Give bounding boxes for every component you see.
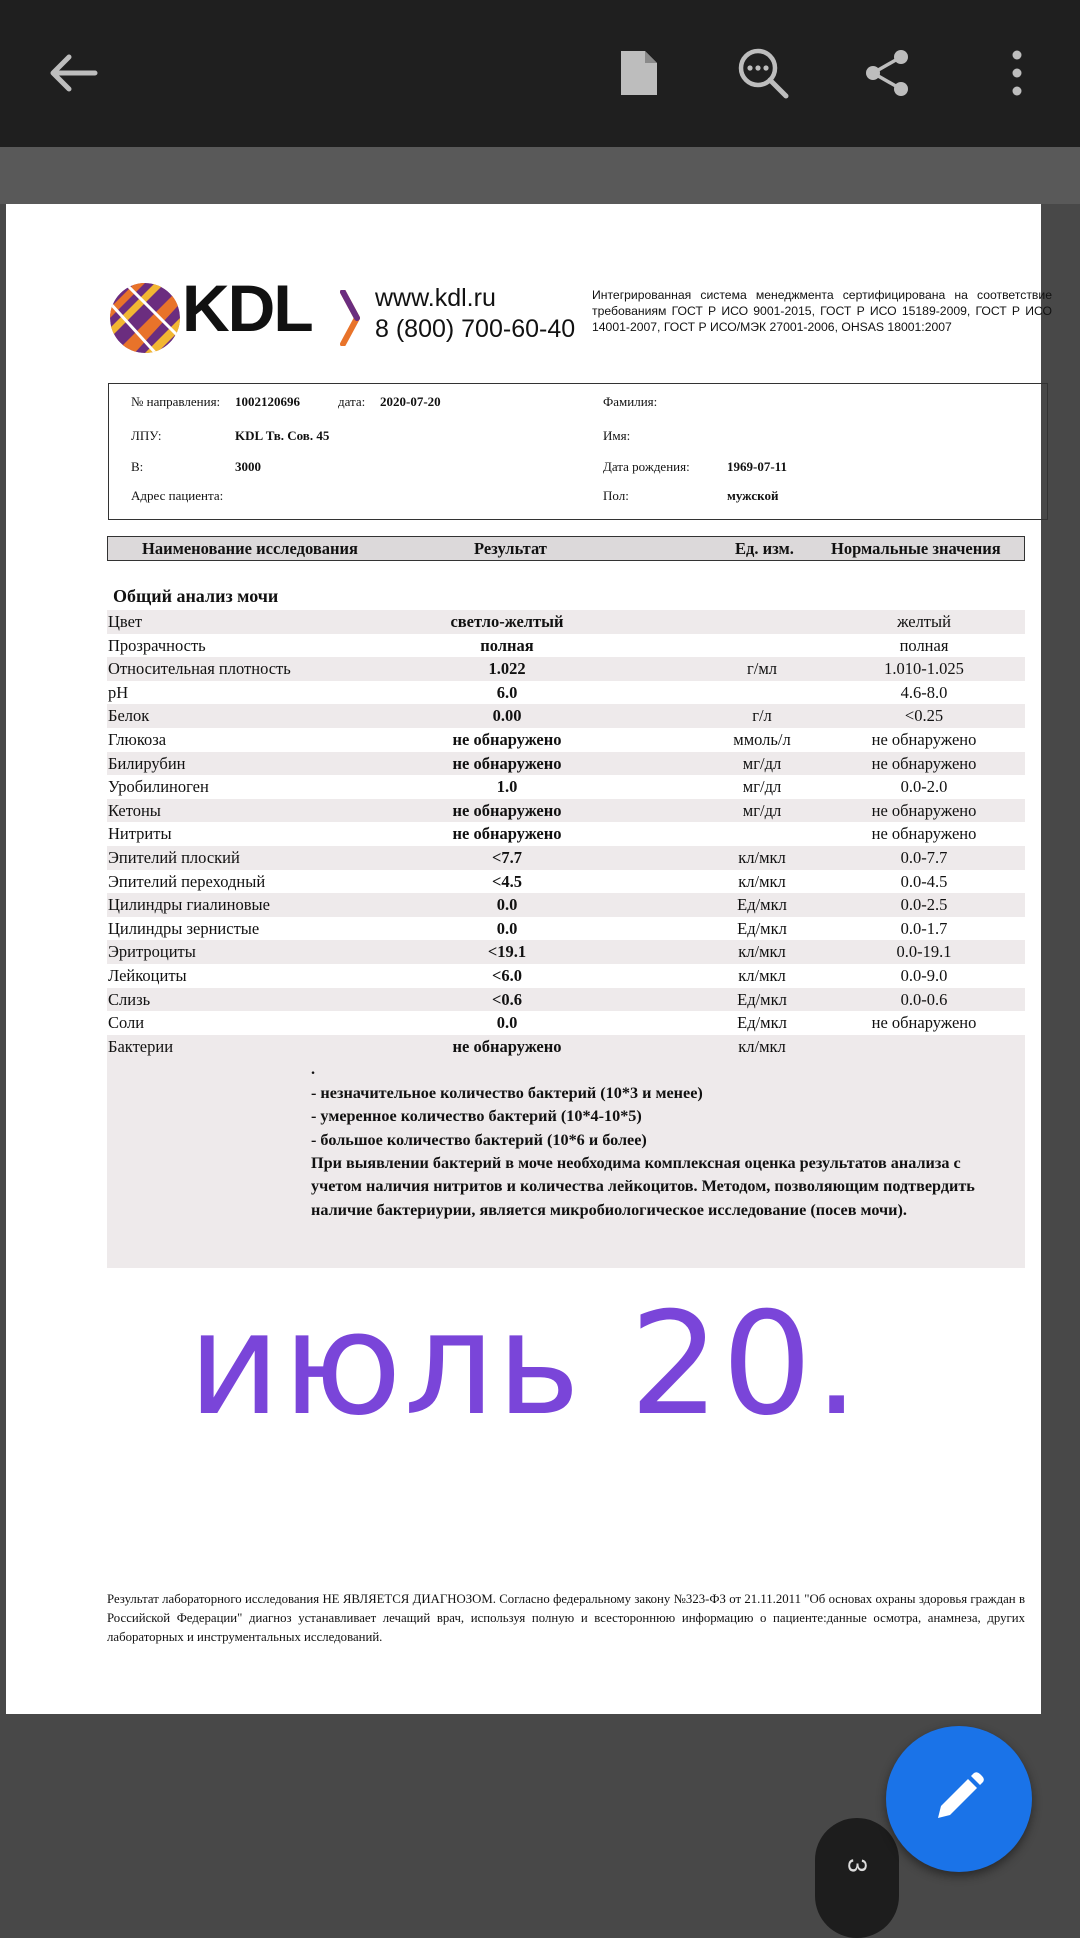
row-norm: 0.0-19.1	[896, 942, 952, 962]
table-row	[107, 681, 1025, 705]
row-result: <7.7	[491, 847, 523, 867]
lpu-label: ЛПУ:	[131, 428, 162, 443]
row-result: 0.0	[496, 918, 518, 938]
row-norm: не обнаружено	[871, 753, 977, 773]
table-row	[107, 822, 1025, 846]
note-dot: .	[311, 1060, 316, 1079]
table-row	[107, 610, 1025, 634]
note-item: - незначительное количество бактерий (10*3 и менее)	[311, 1083, 703, 1102]
patient-info-box	[108, 383, 1048, 520]
row-unit: кл/мкл	[738, 965, 786, 985]
table-row	[107, 917, 1025, 941]
row-name: Кетоны	[108, 800, 161, 820]
row-unit: г/л	[752, 706, 772, 726]
row-norm: 0.0-2.0	[900, 777, 948, 797]
row-unit: мг/дл	[742, 777, 782, 797]
row-result: 0.0	[496, 1013, 518, 1033]
row-result: не обнаружено	[452, 800, 562, 820]
table-row	[107, 634, 1025, 658]
row-norm: 1.010-1.025	[884, 659, 964, 679]
row-norm: 0.0-7.7	[900, 847, 948, 867]
birth-label: Дата рождения:	[603, 459, 690, 474]
row-unit: кл/мкл	[738, 847, 786, 867]
table-row	[107, 870, 1025, 894]
col-result-header: Результат	[474, 539, 547, 558]
table-row	[107, 940, 1025, 964]
row-result: не обнаружено	[452, 1036, 562, 1056]
row-norm: 0.0-0.6	[900, 989, 948, 1009]
row-unit: кл/мкл	[738, 1036, 786, 1056]
results-table-body	[107, 610, 1025, 1268]
row-name: Уробилиноген	[108, 777, 209, 797]
table-row	[107, 846, 1025, 870]
name-label: Имя:	[603, 428, 631, 443]
pencil-icon	[930, 1768, 988, 1831]
row-norm: желтый	[897, 612, 951, 631]
table-row	[107, 775, 1025, 799]
row-name: Эпителий переходный	[108, 871, 266, 891]
note-item: - умеренное количество бактерий (10*4-10*5)	[311, 1107, 642, 1126]
table-row	[107, 964, 1025, 988]
row-unit: Ед/мкл	[737, 989, 787, 1009]
table-row	[107, 728, 1025, 752]
disclaimer-text: Результат лабораторного исследования НЕ ЯВЛЯЕТСЯ ДИАГНОЗОМ. Согласно федеральному закону №323-ФЗ от 21.11.2011 "Об основах охраны здоровья граждан в Российской Федерации" диагноз устанавливает лечащий врач, используя полную и всестороннюю информацию о пациенте:данные осмотра, анамнеза, других лабораторных и инструментальных исследований.	[107, 1592, 1025, 1644]
document-icon[interactable]	[602, 36, 676, 110]
row-name: Глюкоза	[108, 729, 167, 749]
col-name-header: Наименование исследования	[142, 539, 358, 558]
row-name: pH	[108, 682, 129, 702]
row-norm: <0.25	[904, 706, 944, 726]
note-item: - большое количество бактерий (10*6 и более)	[311, 1130, 647, 1149]
ref-label: № направления:	[131, 394, 221, 409]
date-label: дата:	[338, 394, 366, 409]
row-unit: Ед/мкл	[737, 895, 787, 915]
v-value: 3000	[235, 459, 261, 474]
sex-value: мужской	[727, 488, 779, 503]
row-name: Бактерии	[108, 1036, 174, 1056]
row-result: не обнаружено	[452, 729, 562, 749]
bacteria-note	[107, 1058, 1025, 1268]
page-indicator[interactable]	[815, 1818, 899, 1938]
row-result: светло-желтый	[450, 612, 564, 631]
row-result: <19.1	[487, 942, 527, 962]
row-unit: кл/мкл	[738, 942, 786, 962]
section-title: Общий анализ мочи	[113, 586, 279, 606]
row-name: Эпителий плоский	[108, 847, 240, 867]
row-unit: ммоль/л	[733, 729, 791, 749]
brand-chevron-icon	[340, 290, 360, 351]
row-unit: мг/дл	[742, 753, 782, 773]
row-name: Цилиндры зернистые	[108, 918, 260, 938]
document-page[interactable]	[6, 204, 1052, 1714]
table-row	[107, 988, 1025, 1012]
more-vertical-icon[interactable]	[980, 36, 1054, 110]
row-result: 0.0	[496, 895, 518, 915]
birth-value: 1969-07-11	[727, 459, 787, 474]
row-name: Лейкоциты	[108, 965, 187, 985]
row-name: Слизь	[108, 989, 151, 1009]
date-value: 2020-07-20	[380, 394, 441, 409]
edit-button[interactable]	[886, 1726, 1032, 1872]
row-name: Белок	[108, 706, 150, 726]
search-icon[interactable]	[726, 36, 800, 110]
bacteria-note-text	[311, 1058, 991, 1222]
row-norm: не обнаружено	[871, 1013, 977, 1033]
address-label: Адрес пациента:	[131, 488, 224, 503]
row-name: Билирубин	[108, 753, 186, 773]
row-norm: не обнаружено	[871, 824, 977, 844]
ref-value: 1002120696	[235, 394, 300, 409]
table-row	[107, 893, 1025, 917]
row-norm: не обнаружено	[871, 729, 977, 749]
row-result: не обнаружено	[452, 824, 562, 844]
website-link: www.kdl.ru	[375, 284, 496, 312]
row-result: 1.022	[488, 659, 526, 679]
table-row	[107, 704, 1025, 728]
row-unit: г/мл	[746, 659, 778, 679]
page-number: 3	[842, 1858, 873, 1873]
row-norm: 0.0-1.7	[900, 918, 948, 938]
row-result: полная	[480, 635, 534, 655]
row-result: не обнаружено	[452, 753, 562, 773]
certification-text: Интегрированная система менеджмента сертифицирована на соответствие требованиям ГОСТ Р ИСО 9001-2015, ГОСТ Р ИСО 15189-2009, ГОСТ Р ИСО 14001-2007, ГОСТ Р ИСО/МЭК 27001-2006, OHSAS 18001:2007	[592, 288, 1052, 334]
surname-label: Фамилия:	[603, 394, 658, 409]
table-row	[107, 657, 1025, 681]
row-norm: 0.0-4.5	[900, 871, 948, 891]
row-name: Соли	[108, 1013, 145, 1033]
row-result: 6.0	[496, 682, 518, 702]
lpu-value: KDL Тв. Сов. 45	[235, 428, 330, 443]
row-unit: мг/дл	[742, 800, 782, 820]
row-unit: Ед/мкл	[737, 918, 787, 938]
row-result: 1.0	[496, 777, 518, 797]
sex-label: Пол:	[603, 488, 629, 503]
row-norm: 0.0-9.0	[900, 965, 948, 985]
row-name: Цилиндры гиалиновые	[108, 895, 270, 915]
col-unit-header: Ед. изм.	[735, 539, 794, 558]
note-paragraph: При выявлении бактерий в моче необходима комплексная оценка результатов анализа с учетом наличия нитритов и количества лейкоцитов. Методом, позволяющим подтвердить наличие бактериурии, является микробиологическое исследование (посев мочи).	[311, 1153, 975, 1219]
top-app-bar	[0, 0, 1080, 147]
row-name: Прозрачность	[108, 635, 206, 655]
row-result: <0.6	[491, 989, 523, 1009]
row-name: Относительная плотность	[108, 659, 291, 679]
handwritten-annotation: июль 20.	[188, 1282, 862, 1447]
brand-name: KDL	[182, 271, 312, 345]
row-unit: кл/мкл	[738, 871, 786, 891]
col-norm-header: Нормальные значения	[831, 539, 1001, 558]
row-norm: 0.0-2.5	[900, 895, 948, 915]
kdl-logo-icon	[110, 283, 180, 353]
row-result: <4.5	[491, 871, 523, 891]
table-row	[107, 799, 1025, 823]
share-icon[interactable]	[850, 36, 924, 110]
table-row	[107, 1011, 1025, 1035]
row-result: <6.0	[491, 965, 523, 985]
arrow-left-icon[interactable]	[36, 36, 110, 110]
phone-number: 8 (800) 700-60-40	[375, 315, 576, 343]
table-row	[107, 752, 1025, 776]
v-label: В:	[131, 459, 144, 474]
row-norm: не обнаружено	[871, 800, 977, 820]
results-table-header	[107, 536, 1025, 561]
row-name: Эритроциты	[108, 942, 196, 962]
row-norm: 4.6-8.0	[900, 682, 948, 702]
row-result: 0.00	[492, 706, 522, 726]
row-name: Цвет	[108, 612, 143, 631]
table-row	[107, 1035, 1025, 1059]
row-name: Нитриты	[108, 824, 172, 844]
row-norm: полная	[899, 635, 949, 655]
row-unit: Ед/мкл	[737, 1013, 787, 1033]
viewer-margin	[0, 147, 1080, 204]
